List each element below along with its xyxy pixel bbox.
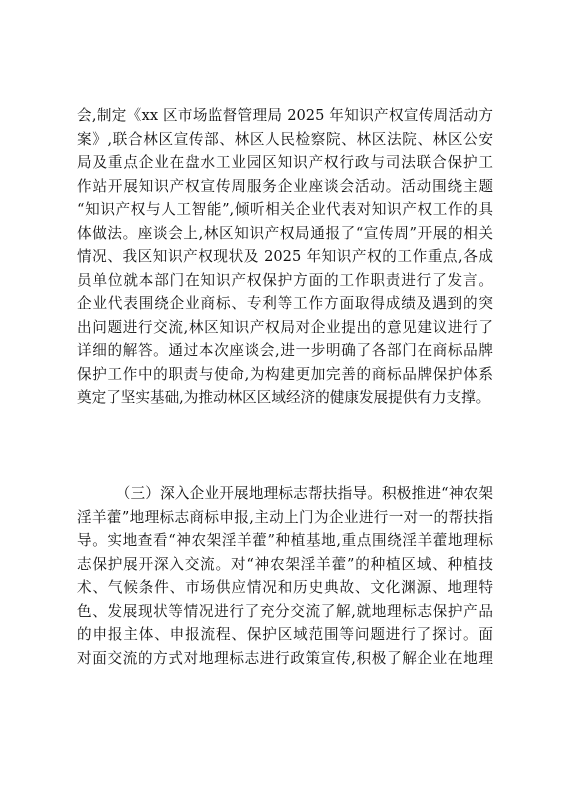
text-line: 导。实地查看“神农架淫羊藿”种植基地,重点围绕淫羊藿地理标 bbox=[77, 532, 493, 549]
body-paragraph-2 bbox=[77, 482, 493, 670]
text-line: 保护工作中的职责与使命,为构建更加完善的商标品牌保护体系 bbox=[77, 365, 493, 383]
text-line: 奠定了坚实基础,为推动林区区域经济的健康发展提供有力支撑。 bbox=[77, 389, 491, 406]
text-line: 员单位就本部门在知识产权保护方面的工作职责进行了发言。 bbox=[77, 271, 493, 289]
text-line: 作站开展知识产权宣传周服务企业座谈会活动。活动围绕主题 bbox=[77, 177, 493, 195]
text-line: 企业代表围绕企业商标、专利等工作方面取得成绩及遇到的突 bbox=[77, 295, 493, 312]
text-line: 淫羊藿”地理标志商标申报,主动上门为企业进行一对一的帮扶指 bbox=[77, 508, 493, 526]
text-line: 会,制定《xx 区市场监督管理局 2025 年知识产权宣传周活动方 bbox=[77, 107, 493, 124]
section-heading-line: （三）深入企业开展地理标志帮扶指导。积极推进“神农架 bbox=[77, 485, 493, 502]
text-line: 详细的解答。通过本次座谈会,进一步明确了各部门在商标品牌 bbox=[77, 342, 493, 359]
body-paragraph-1 bbox=[77, 104, 493, 410]
text-line: 出问题进行交流,林区知识产权局对企业提出的意见建议进行了 bbox=[77, 318, 493, 336]
text-line: 的申报主体、申报流程、保护区域范围等问题进行了探讨。面 bbox=[77, 626, 493, 643]
text-line: 情况、我区知识产权现状及 2025 年知识产权的工作重点,各成 bbox=[77, 248, 493, 265]
text-line: 局及重点企业在盘水工业园区知识产权行政与司法联合保护工 bbox=[77, 154, 493, 171]
text-line: “知识产权与人工智能”,倾听相关企业代表对知识产权工作的具 bbox=[77, 201, 493, 218]
text-line: 志保护展开深入交流。对“神农架淫羊藿”的种植区域、种植技 bbox=[77, 555, 493, 573]
text-line: 色、发展现状等情况进行了充分交流了解,就地理标志保护产品 bbox=[77, 602, 493, 620]
text-line: 体做法。座谈会上,林区知识产权局通报了“宣传周”开展的相关 bbox=[77, 224, 493, 242]
text-line: 案》,联合林区宣传部、林区人民检察院、林区法院、林区公安 bbox=[77, 130, 493, 148]
text-line: 术、气候条件、市场供应情况和历史典故、文化渊源、地理特 bbox=[77, 579, 493, 596]
text-line: 对面交流的方式对地理标志进行政策宣传,积极了解企业在地理 bbox=[77, 649, 493, 667]
